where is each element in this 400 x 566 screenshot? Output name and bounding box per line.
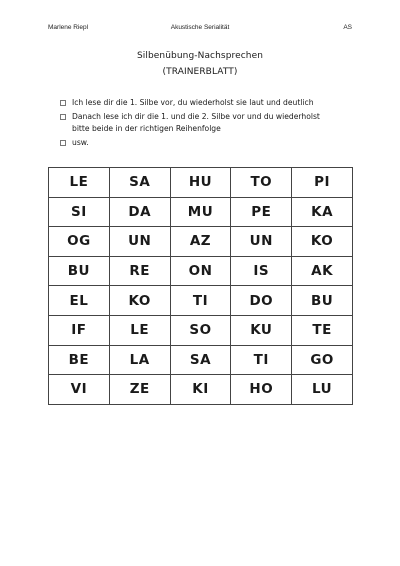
syllable-cell: KI <box>170 375 231 405</box>
syllable-cell: TI <box>170 286 231 316</box>
syllable-cell: TO <box>231 168 292 198</box>
instruction-text: bitte beide in der richtigen Reihenfolge <box>72 124 221 133</box>
page-title: Silbenübung-Nachsprechen <box>136 51 264 61</box>
page-subtitle: (TRAINERBLATT) <box>162 67 238 77</box>
syllable-cell: SI <box>49 197 110 227</box>
instruction-item-continuation <box>60 123 360 135</box>
syllable-cell: LE <box>49 168 110 198</box>
header-subject: Akustische Serialität <box>170 24 230 31</box>
syllable-cell: PE <box>231 197 292 227</box>
header-initials: AS <box>343 24 352 31</box>
syllable-cell: IS <box>231 256 292 286</box>
table-row <box>49 315 353 345</box>
instruction-list <box>60 97 360 149</box>
table-row <box>49 227 353 257</box>
syllable-cell: KA <box>292 197 353 227</box>
syllable-cell: UN <box>231 227 292 257</box>
syllable-cell: BU <box>49 256 110 286</box>
syllable-cell: DA <box>109 197 170 227</box>
table-row <box>49 256 353 286</box>
syllable-cell: TI <box>231 345 292 375</box>
checkbox-icon <box>60 100 66 106</box>
syllable-cell: HU <box>170 168 231 198</box>
syllable-cell: OG <box>49 227 110 257</box>
syllable-cell: RE <box>109 256 170 286</box>
syllable-cell: UN <box>109 227 170 257</box>
table-row <box>49 197 353 227</box>
syllable-table <box>48 167 353 405</box>
syllable-cell: ON <box>170 256 231 286</box>
syllable-cell: LA <box>109 345 170 375</box>
syllable-cell: SO <box>170 315 231 345</box>
instruction-item <box>60 111 360 123</box>
table-row <box>49 375 353 405</box>
instruction-item <box>60 97 360 109</box>
syllable-cell: KO <box>292 227 353 257</box>
syllable-cell: KO <box>109 286 170 316</box>
syllable-cell: AK <box>292 256 353 286</box>
syllable-cell: TE <box>292 315 353 345</box>
checkbox-icon <box>60 114 66 120</box>
syllable-cell: BE <box>49 345 110 375</box>
table-row <box>49 345 353 375</box>
syllable-cell: IF <box>49 315 110 345</box>
syllable-cell: GO <box>292 345 353 375</box>
syllable-cell: HO <box>231 375 292 405</box>
syllable-cell: VI <box>49 375 110 405</box>
header-author: Marlene Riepl <box>48 24 89 31</box>
instruction-text: usw. <box>72 138 89 147</box>
syllable-cell: PI <box>292 168 353 198</box>
syllable-cell: LU <box>292 375 353 405</box>
syllable-cell: LE <box>109 315 170 345</box>
syllable-cell: SA <box>109 168 170 198</box>
instruction-text: Ich lese dir die 1. Silbe vor, du wiederholst sie laut und deutlich <box>72 98 314 107</box>
syllable-cell: DO <box>231 286 292 316</box>
instruction-item <box>60 137 360 149</box>
syllable-cell: SA <box>170 345 231 375</box>
syllable-cell: KU <box>231 315 292 345</box>
syllable-cell: AZ <box>170 227 231 257</box>
syllable-cell: BU <box>292 286 353 316</box>
checkbox-icon <box>60 140 66 146</box>
syllable-cell: EL <box>49 286 110 316</box>
syllable-cell: MU <box>170 197 231 227</box>
table-row <box>49 286 353 316</box>
syllable-cell: ZE <box>109 375 170 405</box>
instruction-text: Danach lese ich dir die 1. und die 2. Silbe vor und du wiederholst <box>72 112 320 121</box>
table-row <box>49 168 353 198</box>
